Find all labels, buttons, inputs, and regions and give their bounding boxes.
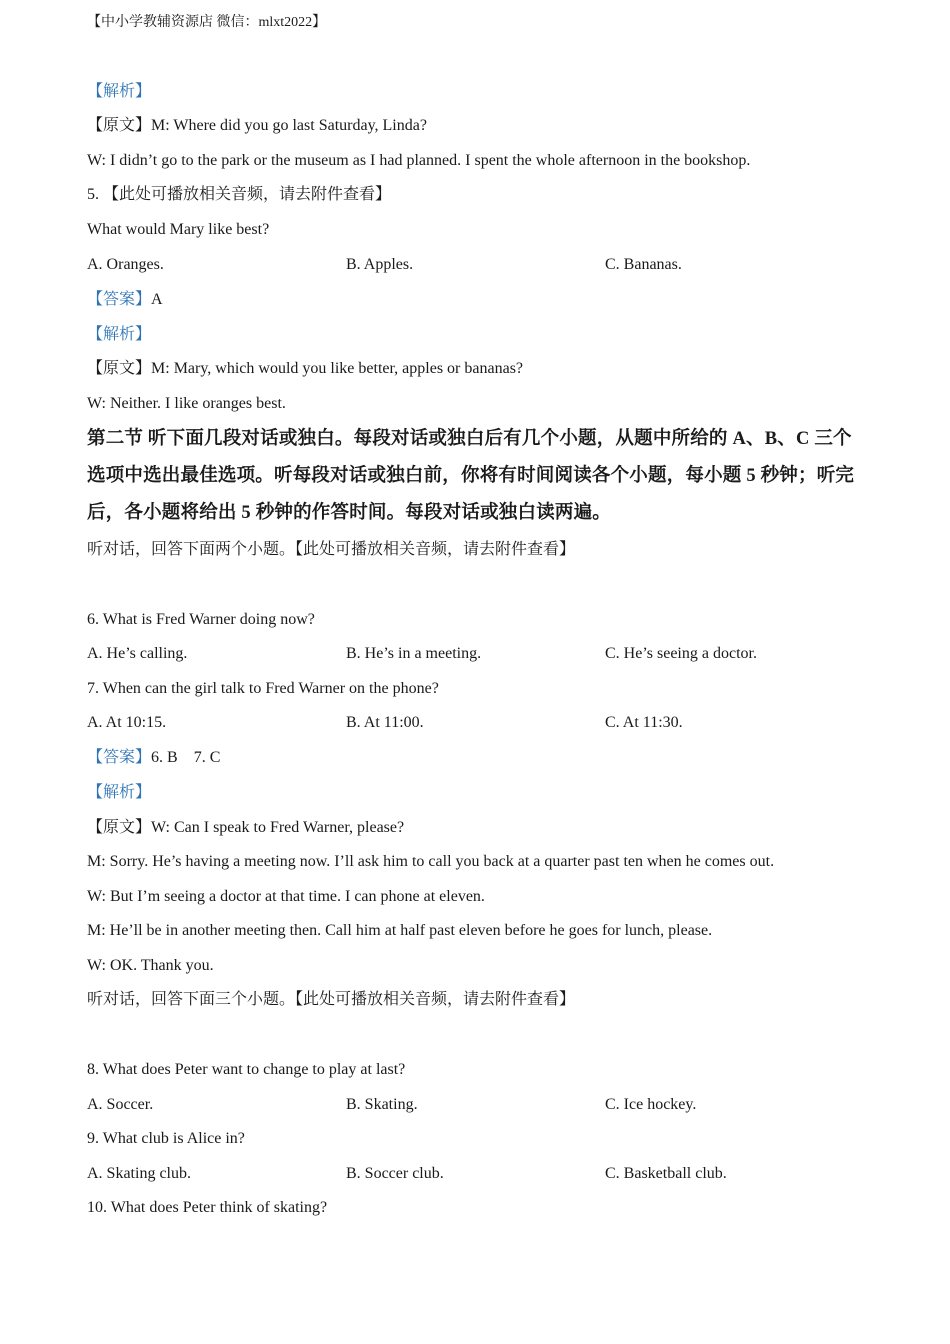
- option-a: A. Oranges.: [87, 256, 164, 273]
- question-10-text: 10. What does Peter think of skating?: [87, 1199, 328, 1216]
- answer-value: A: [151, 291, 163, 308]
- question-number: 5.: [87, 186, 99, 203]
- transcript-line: [87, 116, 890, 136]
- answer-value-7: 7. C: [193, 749, 221, 766]
- question-9-text: 9. What club is Alice in?: [87, 1130, 245, 1147]
- transcript-line: W: I didn’t go to the park or the museum as I had planned. I spent the whole afternoon in the bookshop.: [87, 152, 751, 169]
- analysis-label: 【解析】: [87, 83, 152, 100]
- transcript-label: 【原文】: [87, 117, 152, 134]
- question-5-text: What would Mary like best?: [87, 221, 270, 238]
- page-header: 【中小学教辅资源店 微信：mlxt2022】: [87, 15, 327, 30]
- option-a: A. Soccer.: [87, 1096, 154, 1113]
- option-c: C. At 11:30.: [605, 714, 683, 731]
- transcript-label: 【原文】: [87, 819, 152, 836]
- option-a: A. At 10:15.: [87, 714, 167, 731]
- answer-label: 【答案】: [87, 749, 152, 766]
- transcript-line: W: But I’m seeing a doctor at that time. I can phone at eleven.: [87, 888, 485, 905]
- analysis-label: 【解析】: [87, 784, 152, 801]
- option-b: B. Soccer club.: [346, 1165, 444, 1182]
- option-c: C. Bananas.: [605, 256, 682, 273]
- option-c: C. Basketball club.: [605, 1165, 727, 1182]
- option-b: B. Skating.: [346, 1096, 418, 1113]
- transcript-text: W: Can I speak to Fred Warner, please?: [151, 819, 405, 836]
- option-a: A. Skating club.: [87, 1165, 191, 1182]
- transcript-line: W: OK. Thank you.: [87, 957, 214, 974]
- question-8-text: 8. What does Peter want to change to play at last?: [87, 1061, 406, 1078]
- option-a: A. He’s calling.: [87, 645, 188, 662]
- transcript-line: W: Neither. I like oranges best.: [87, 395, 286, 412]
- transcript-line: [87, 359, 890, 379]
- answer-label: 【答案】: [87, 291, 152, 308]
- transcript-text: M: Mary, which would you like better, apples or bananas?: [151, 360, 524, 377]
- transcript-text: M: Where did you go last Saturday, Linda?: [151, 117, 427, 134]
- transcript-label: 【原文】: [87, 360, 152, 377]
- option-b: B. At 11:00.: [346, 714, 424, 731]
- analysis-label: 【解析】: [87, 326, 152, 343]
- section-2-heading: 第二节 听下面几段对话或独白。每段对话或独白后有几个小题，从题中所给的 A、B、C 三个选项中选出最佳选项。听每段对话或独白前，你将有时间阅读各个小题，每小题 5 秒钟；听完后，各小题将给出 5 秒钟的作答时间。每段对话或独白读两遍。: [87, 429, 855, 523]
- option-b: B. He’s in a meeting.: [346, 645, 482, 662]
- question-6-text: 6. What is Fred Warner doing now?: [87, 611, 315, 628]
- answer-line: [87, 748, 890, 768]
- question-7-text: 7. When can the girl talk to Fred Warner on the phone?: [87, 680, 439, 697]
- transcript-line: M: He’ll be in another meeting then. Call him at half past eleven before he goes for lunch, please.: [87, 922, 713, 939]
- transcript-line: M: Sorry. He’s having a meeting now. I’ll ask him to call you back at a quarter past ten when he comes out.: [87, 853, 775, 870]
- option-b: B. Apples.: [346, 256, 414, 273]
- listening-instruction: 听对话，回答下面三个小题。【此处可播放相关音频，请去附件查看】: [87, 991, 576, 1008]
- question-5-audio-line: [87, 185, 890, 205]
- option-c: C. Ice hockey.: [605, 1096, 697, 1113]
- transcript-line: [87, 818, 890, 838]
- answer-line: [87, 290, 890, 310]
- listening-instruction: 听对话，回答下面两个小题。【此处可播放相关音频，请去附件查看】: [87, 541, 576, 558]
- answer-value-6: 6. B: [151, 749, 178, 766]
- option-c: C. He’s seeing a doctor.: [605, 645, 757, 662]
- audio-note: 【此处可播放相关音频，请去附件查看】: [103, 186, 392, 203]
